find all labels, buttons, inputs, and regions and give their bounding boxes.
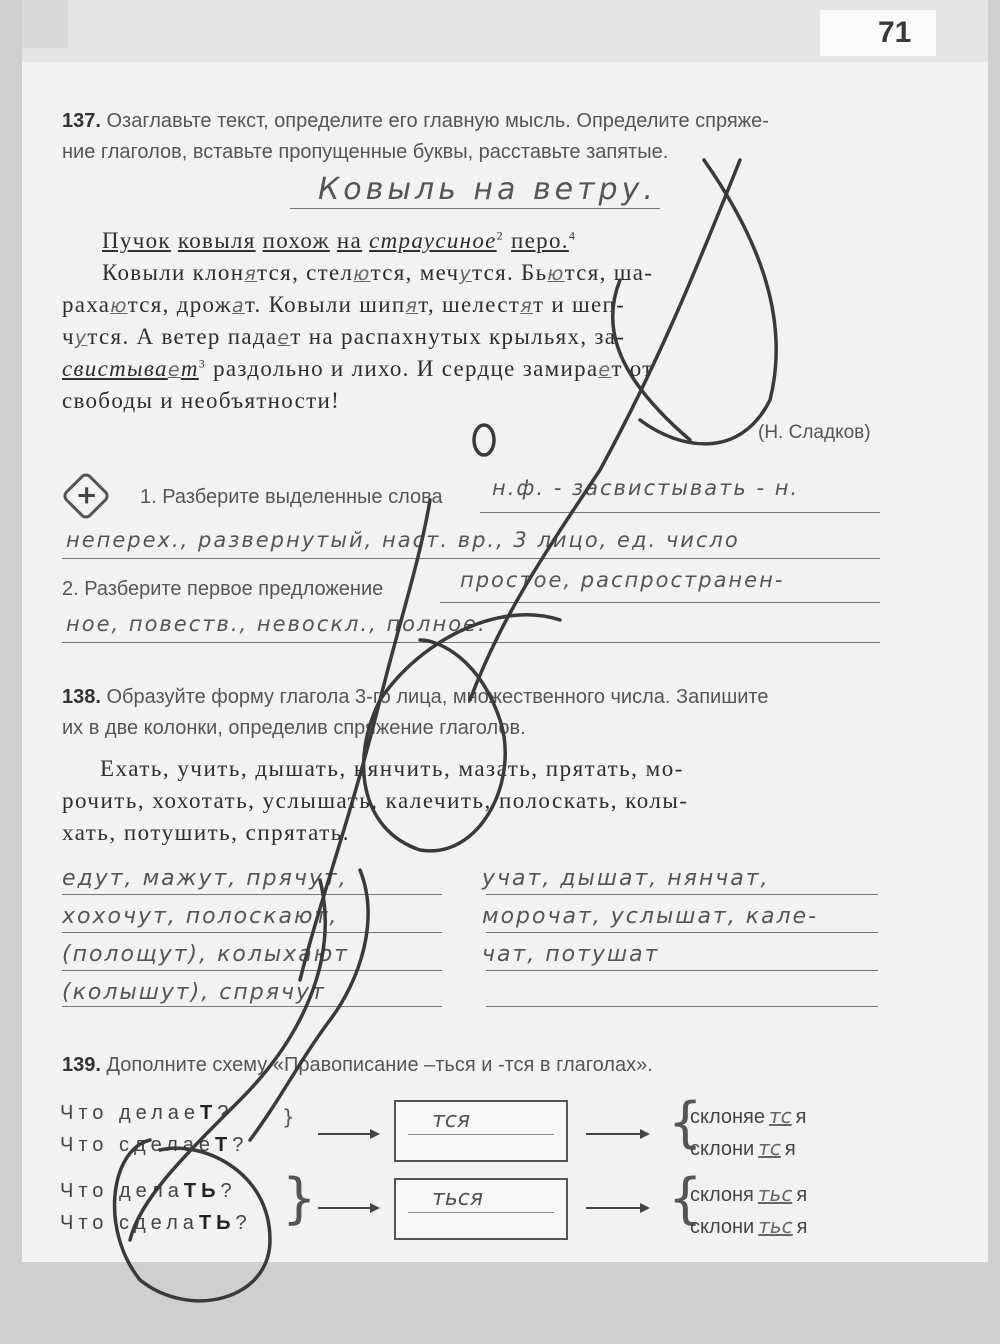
right-col-line: чат, потушат: [482, 942, 660, 967]
task2-label: 2. Разберите первое предложение: [62, 578, 384, 600]
question-ending: Т: [200, 1102, 218, 1124]
ex137-instruction-line1: Озаглавьте текст, определите его главную мысль. Определите спряже-: [106, 110, 769, 132]
text-fragment: раха: [62, 292, 111, 317]
scribble-stroke: [640, 160, 776, 444]
inserted-letter: е: [277, 327, 291, 349]
question-ending: ТЬ: [198, 1212, 236, 1234]
handwritten-title: Ковыль на ветру.: [318, 172, 657, 207]
text-fragment: т, шелест: [418, 292, 521, 317]
question-mark: ?: [220, 1180, 237, 1202]
scribble-stroke: [613, 280, 690, 440]
right-brace: }: [282, 1167, 317, 1230]
verbs-line-3: хать, потушить, спрятать.: [62, 820, 350, 845]
result-fill: тьс: [758, 1214, 793, 1238]
text-line-6: свободы и необъятности!: [62, 388, 341, 413]
ex139-number: 139.: [62, 1054, 101, 1076]
question-ending: Т: [215, 1134, 233, 1156]
ex138-instruction-line2: их в две колонки, определив спряжение глаголов.: [62, 717, 526, 739]
footnote-4: 4: [568, 228, 577, 243]
inserted-letter: е: [598, 359, 612, 381]
verbs-line-1: Ехать, учить, дышать, нянчить, мазать, прятать, мо-: [100, 756, 684, 781]
result-end: я: [796, 1216, 808, 1238]
verbs-line-2: рочить, хохотать, услышать, калечить, полоскать, колы-: [62, 788, 689, 813]
word-pero: перо.: [511, 228, 569, 253]
ex137-instruction-line2: ние глаголов, вставьте пропущенные буквы, расставьте запятые.: [62, 141, 669, 163]
result-stem: склоняе: [690, 1106, 765, 1128]
question-mark: ?: [235, 1212, 252, 1234]
word-na: на: [336, 228, 363, 253]
text-fragment: т: [180, 356, 199, 381]
word-kovylya: ковыля: [177, 228, 256, 253]
text-fragment: раздольно и лихо. И сердце замира: [206, 356, 599, 381]
author: (Н. Сладков): [758, 422, 871, 443]
question-text: Что сдела: [60, 1212, 199, 1234]
inserted-letter: е: [167, 359, 181, 381]
left-col-line: едут, мажут, прячут,: [62, 866, 348, 891]
ex138-instruction-line1: Образуйте форму глагола 3-го лица, множественного числа. Запишите: [106, 686, 769, 708]
right-col-line: учат, дышат, нянчат,: [482, 866, 770, 891]
ex139-instruction-text: Дополните схему «Правописание –ться и -тся в глаголах».: [106, 1054, 653, 1076]
task2-answer-b: ное, повеств., невоскл., полное.: [66, 612, 487, 636]
inserted-letter: я: [244, 263, 258, 285]
footnote-2: 2: [496, 228, 504, 243]
question-text: Что дела: [60, 1180, 184, 1202]
box-answer: ться: [432, 1186, 484, 1211]
text-fragment: тся, меч: [370, 260, 460, 285]
box-answer: тся: [432, 1108, 471, 1133]
result-fill: тс: [769, 1104, 792, 1128]
text-fragment: тся. А ветер пада: [87, 324, 278, 349]
task1-label: 1. Разберите выделенные слова: [140, 486, 443, 508]
scribble-stroke: [470, 160, 740, 700]
text-fragment: тся, стел: [257, 260, 354, 285]
ex138-number: 138.: [62, 686, 101, 708]
question-mark: ?: [217, 1102, 234, 1124]
inserted-letter: у: [74, 327, 88, 349]
task1-answer-a: н.ф. - засвистывать - н.: [492, 476, 800, 500]
text-fragment: тся, ша-: [564, 260, 654, 285]
right-col-line: морочат, услышат, кале-: [482, 904, 819, 929]
question-ending: ТЬ: [183, 1180, 221, 1202]
text-fragment: т от: [611, 356, 654, 381]
task1-answer-b: неперех., развернутый, наст. вр., 3 лицо, ед. число: [66, 528, 740, 552]
result-stem: склоня: [690, 1184, 754, 1206]
inserted-letter: я: [405, 295, 419, 317]
inserted-letter: ю: [353, 263, 371, 285]
text-fragment: Ковыли клон: [102, 260, 245, 285]
inserted-letter: у: [459, 263, 472, 285]
result-fill: тьс: [757, 1182, 793, 1206]
footnote-3: 3: [198, 356, 207, 371]
inserted-letter: ю: [547, 263, 565, 285]
right-brace: }: [282, 1105, 295, 1129]
text-fragment: т. Ковыли шип: [244, 292, 406, 317]
inserted-letter: а: [231, 295, 245, 317]
result-end: я: [796, 1184, 808, 1206]
left-col-line: (колышут), спрячут: [62, 980, 326, 1005]
left-brace: {: [668, 1167, 703, 1230]
word-puchok: Пучок: [102, 228, 171, 253]
text-fragment: т и шеп-: [532, 292, 626, 317]
result-stem: склони: [690, 1138, 755, 1160]
result-end: я: [784, 1138, 796, 1160]
result-end: я: [795, 1106, 807, 1128]
scribble-circle: [474, 425, 494, 455]
inserted-letter: я: [520, 295, 533, 317]
text-fragment: тся. Бь: [471, 260, 548, 285]
left-col-line: хохочут, полоскают,: [62, 904, 339, 929]
scribble-stroke: [130, 880, 325, 1240]
task2-answer-a: простое, распространен-: [460, 568, 785, 592]
left-brace: {: [668, 1091, 703, 1154]
question-text: Что делае: [60, 1102, 200, 1124]
left-col-line: (полощут), колыхают: [62, 942, 350, 967]
result-fill: тс: [758, 1136, 781, 1160]
scribble-stroke: [250, 870, 368, 1140]
word-zasvistyvaet: свистыва: [62, 356, 168, 381]
result-stem: склони: [690, 1216, 755, 1238]
text-fragment: т на распахнутых крыльях, за-: [290, 324, 626, 349]
question-mark: ?: [232, 1134, 249, 1156]
question-text: Что сделае: [60, 1134, 215, 1156]
word-pokhozh: похож: [262, 228, 330, 253]
word-strausinoe: страусиное: [369, 228, 497, 253]
ex137-number: 137.: [62, 110, 101, 132]
page-number: 71: [878, 16, 912, 49]
text-fragment: тся, дрож: [127, 292, 232, 317]
inserted-letter: ю: [110, 295, 128, 317]
text-fragment: ч: [62, 324, 75, 349]
plus-diamond-icon: +: [61, 471, 112, 522]
